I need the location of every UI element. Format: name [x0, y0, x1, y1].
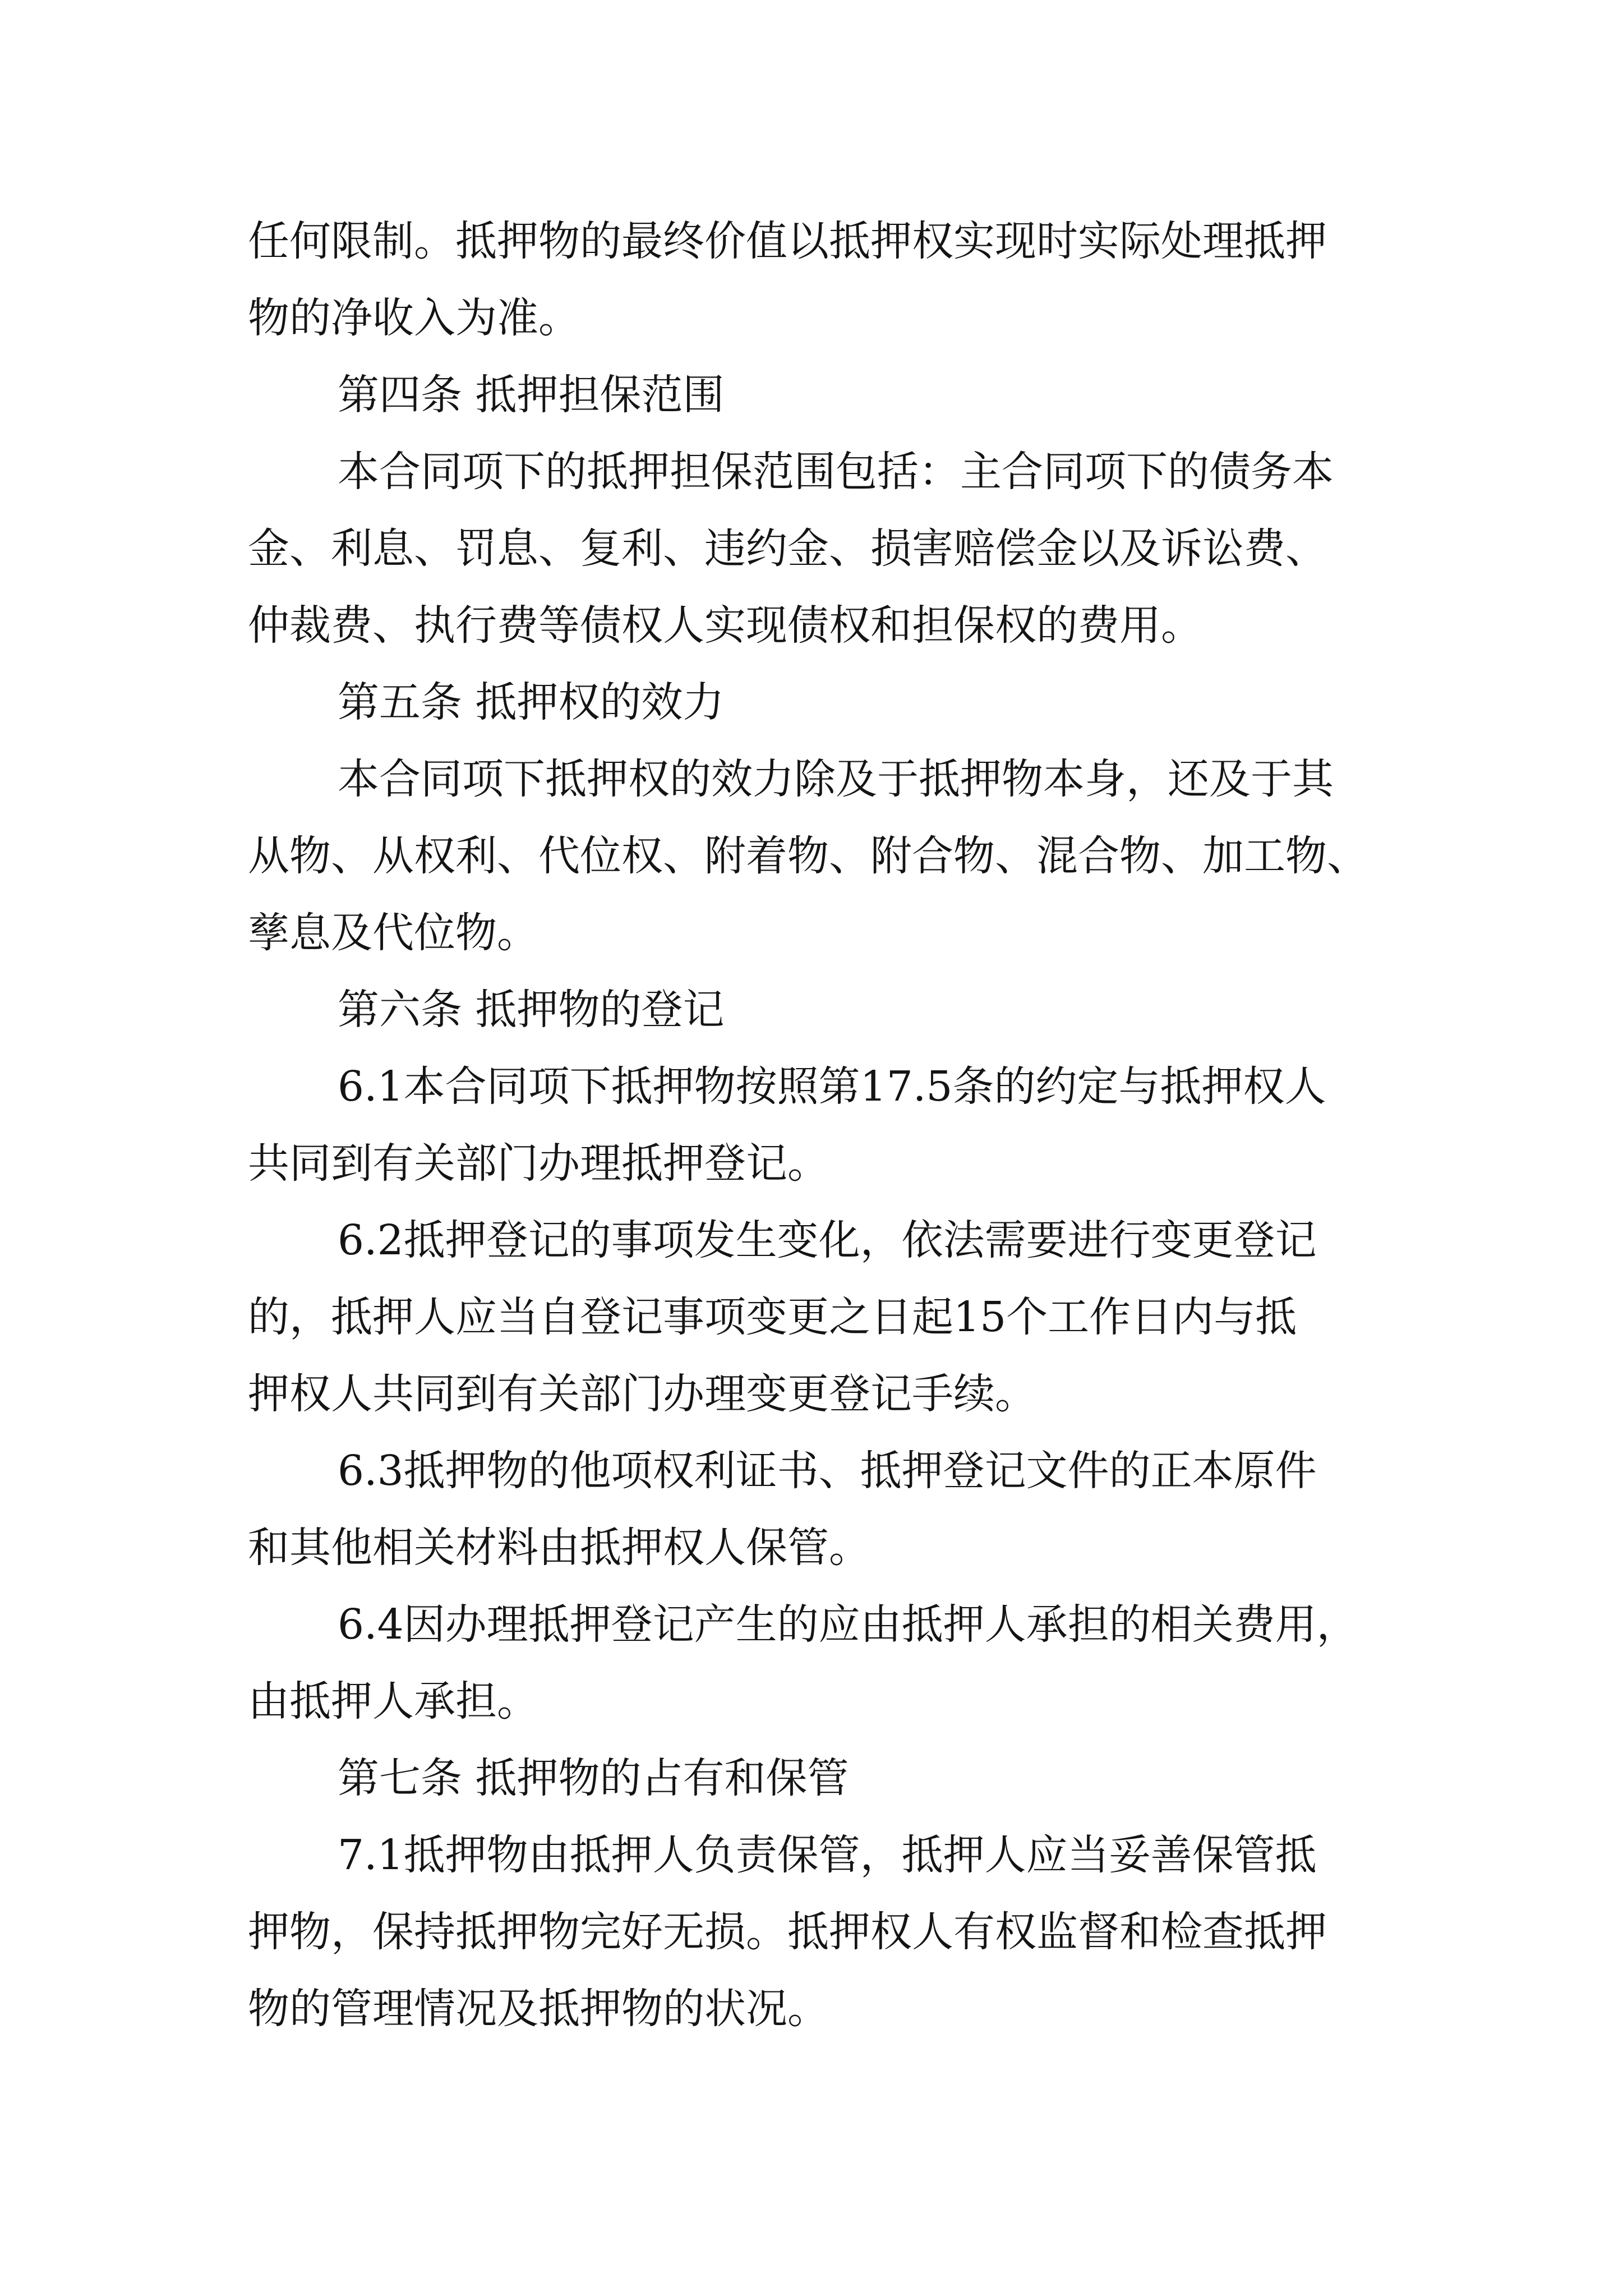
article-heading: 第七条 抵押物的占有和保管	[338, 1754, 849, 1802]
text-line: 本合同项下抵押权的效力除及于抵押物本身，还及于其	[338, 755, 1334, 803]
text-line: 6.4因办理抵押登记产生的应由抵押人承担的相关费用，	[338, 1600, 1358, 1649]
text-line: 共同到有关部门办理抵押登记。	[248, 1139, 829, 1188]
text-line: 押权人共同到有关部门办理变更登记手续。	[248, 1370, 1036, 1418]
text-line: 物的净收入为准。	[248, 294, 580, 342]
text-line: 押物，保持抵押物完好无损。抵押权人有权监督和检查抵押	[248, 1908, 1327, 1956]
article-heading: 第五条 抵押权的效力	[338, 678, 725, 726]
text-line: 从物、从权利、代位权、附着物、附合物、混合物、加工物、	[248, 832, 1368, 880]
text-line: 7.1抵押物由抵押人负责保管，抵押人应当妥善保管抵	[338, 1831, 1317, 1879]
article-heading: 第六条 抵押物的登记	[338, 986, 725, 1034]
text-line: 物的管理情况及抵押物的状况。	[248, 1985, 829, 2033]
text-line: 的，抵押人应当自登记事项变更之日起15个工作日内与抵	[248, 1293, 1297, 1341]
text-line: 金、利息、罚息、复利、违约金、损害赔偿金以及诉讼费、	[248, 524, 1327, 573]
text-line: 仲裁费、执行费等债权人实现债权和担保权的费用。	[248, 601, 1202, 650]
article-heading: 第四条 抵押担保范围	[338, 371, 725, 419]
text-line: 任何限制。抵押物的最终价值以抵押权实现时实际处理抵押	[248, 217, 1327, 265]
text-line: 6.1本合同项下抵押物按照第17.5条的约定与抵押权人	[338, 1062, 1326, 1111]
text-line: 和其他相关材料由抵押权人保管。	[248, 1524, 870, 1572]
text-line: 本合同项下的抵押担保范围包括：主合同项下的债务本	[338, 448, 1334, 496]
text-line: 孳息及代位物。	[248, 909, 538, 957]
text-line: 6.3抵押物的他项权利证书、抵押登记文件的正本原件	[338, 1447, 1317, 1495]
text-line: 由抵押人承担。	[248, 1677, 538, 1726]
text-line: 6.2抵押登记的事项发生变化，依法需要进行变更登记	[338, 1216, 1317, 1264]
